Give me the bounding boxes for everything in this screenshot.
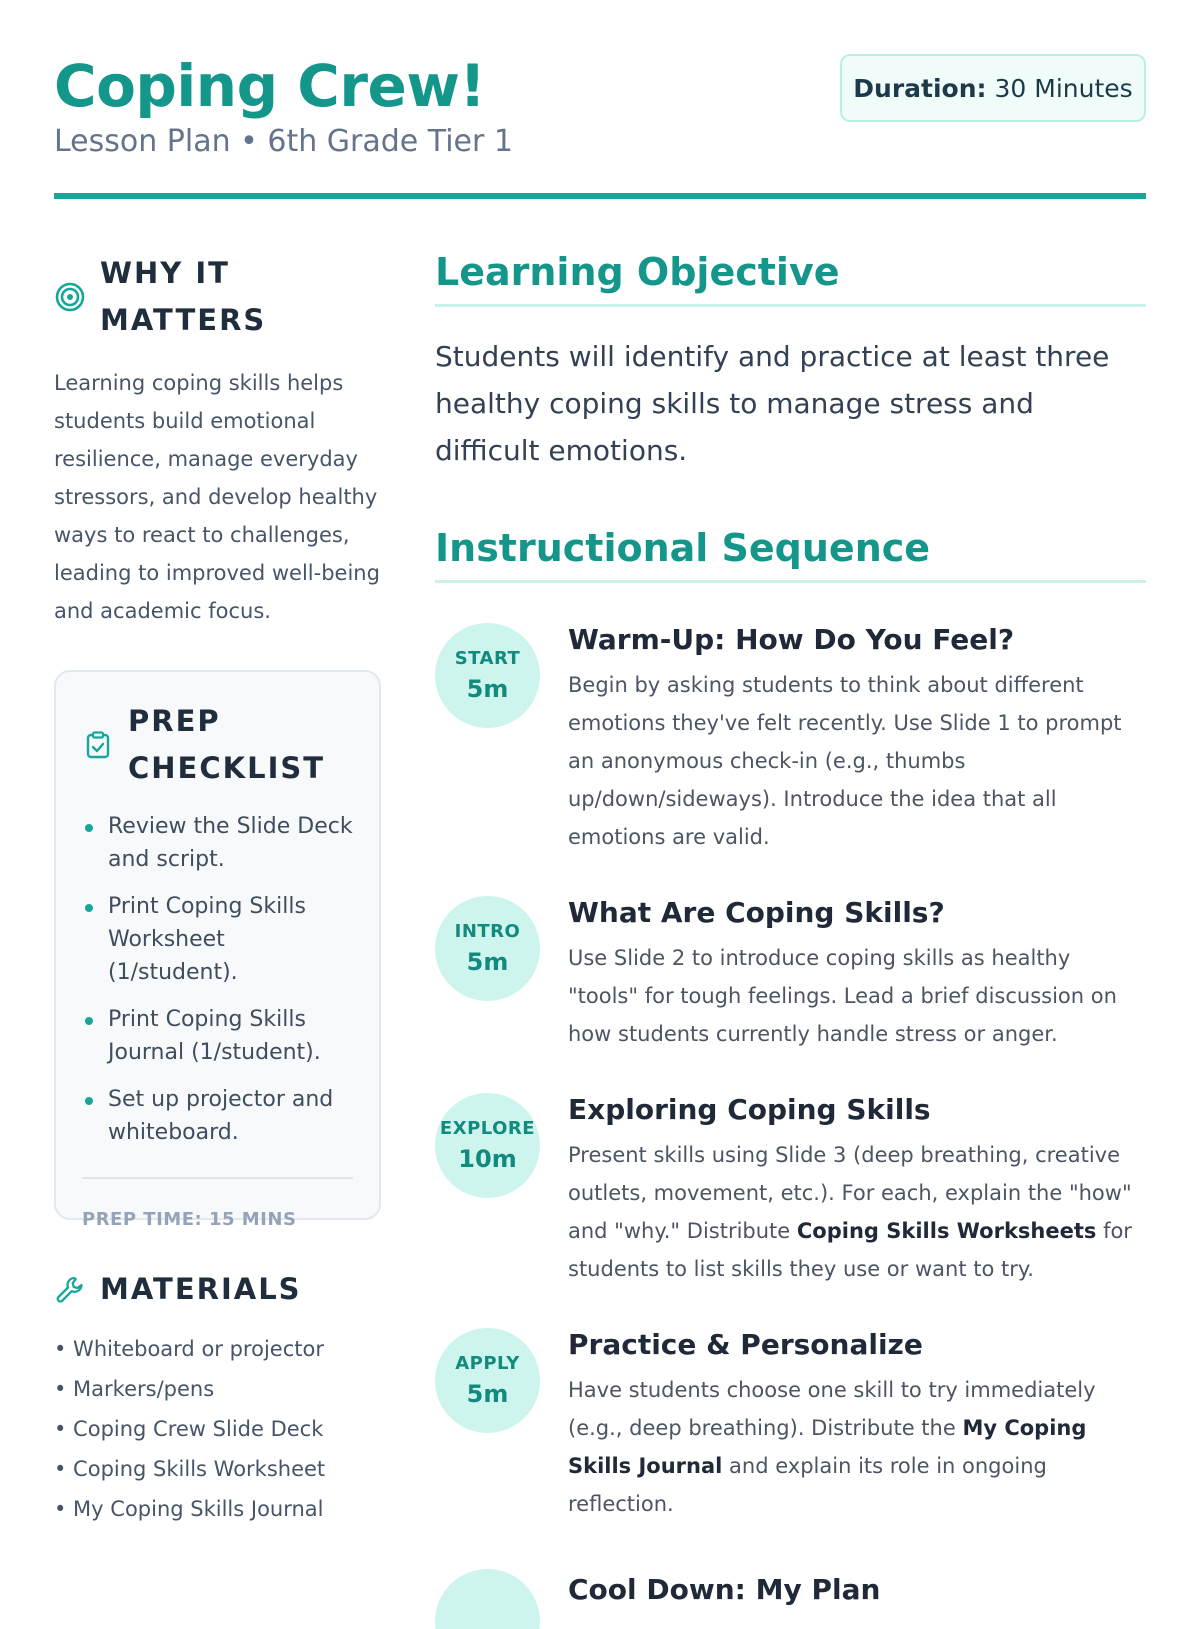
step-title: Cool Down: My Plan [568, 1573, 881, 1606]
step-phase-label: START [454, 648, 521, 669]
why-heading: WHY IT MATTERS [100, 256, 267, 337]
step-phase-label: INTRO [454, 921, 521, 942]
step-title: Practice & Personalize [568, 1328, 923, 1361]
prep-time: PREP TIME: 15 MINS [82, 1209, 297, 1230]
lesson-plan-page [54, 0, 1146, 1606]
page-title: Coping Crew! [54, 52, 486, 120]
step-text-part: Present skills using Slide 3 (deep breathing, creative outlets, movement, etc.). For each, explain the "how" and "why." Distribute [568, 1143, 1132, 1243]
materials-item: • Whiteboard or projector [54, 1337, 324, 1361]
step-time-badge [435, 1093, 540, 1198]
sequence-heading: Instructional Sequence [435, 526, 1146, 583]
prep-item: Set up projector and whiteboard. [82, 1083, 353, 1149]
duration-label: Duration: [853, 73, 987, 103]
materials-list [54, 1329, 381, 1529]
materials-heading: MATERIALS [100, 1272, 302, 1306]
step-time-badge [435, 1328, 540, 1433]
prep-heading-row [82, 698, 353, 792]
step-phase-label: EXPLORE [439, 1118, 536, 1139]
step-text-part: and explain its role in ongoing reflection. [568, 1454, 1047, 1516]
why-heading-row [54, 250, 381, 344]
step-text-part: for students to list skills they use or want to try. [568, 1219, 1132, 1281]
step-description [568, 1136, 1146, 1288]
duration-badge [840, 54, 1146, 122]
target-icon [54, 282, 86, 312]
clipboard-check-icon [82, 731, 114, 759]
prep-item: Print Coping Skills Journal (1/student). [82, 1003, 353, 1069]
prep-divider [82, 1177, 353, 1179]
prep-list [82, 810, 353, 1149]
prep-checklist-card [54, 670, 381, 1230]
page-subtitle: Lesson Plan • 6th Grade Tier 1 [54, 124, 513, 159]
why-text: Learning coping skills helps students build emotional resilience, manage everyday stressors, and develop healthy ways to react to challenges, leading to improved well-being and academic focus. [54, 371, 380, 623]
duration-value: 30 Minutes [994, 73, 1133, 103]
step-duration: 5m [466, 1380, 509, 1408]
materials-heading-row [54, 1266, 381, 1313]
step-time-badge [435, 1569, 540, 1629]
objective-heading: Learning Objective [435, 250, 1146, 307]
materials-item: • Coping Skills Worksheet [54, 1457, 326, 1481]
sequence-step-cooldown [435, 1569, 1146, 1629]
objective-text: Students will identify and practice at least three healthy coping skills to manage stress and difficult emotions. [435, 340, 1110, 467]
step-description [568, 1371, 1146, 1523]
step-title: What Are Coping Skills? [568, 896, 945, 929]
materials-item: • Coping Crew Slide Deck [54, 1417, 324, 1441]
step-time-badge [435, 896, 540, 1001]
step-text-part: Have students choose one skill to try immediately (e.g., deep breathing). Distribute the [568, 1378, 1096, 1440]
prep-heading: PREP CHECKLIST [128, 704, 326, 785]
prep-item: Print Coping Skills Worksheet (1/student). [82, 890, 353, 989]
sequence-step-intro [435, 896, 1146, 1053]
wrench-icon [54, 1275, 86, 1305]
right-column [435, 250, 1146, 1629]
sequence-step-start [435, 623, 1146, 856]
materials-section [54, 1266, 381, 1529]
step-duration: 5m [466, 675, 509, 703]
step-description: Begin by asking students to think about different emotions they've felt recently. Use Slide 1 to prompt an anonymous check-in (e.g., thumbs up/down/sideways). Introduce the idea that all emotions are valid. [568, 673, 1122, 849]
step-duration: 5m [466, 948, 509, 976]
left-column [54, 250, 381, 1529]
header-divider [54, 193, 1146, 199]
materials-item: • My Coping Skills Journal [54, 1497, 324, 1521]
sequence-step-explore [435, 1093, 1146, 1288]
step-phase-label: APPLY [455, 1353, 520, 1374]
prep-item: Review the Slide Deck and script. [82, 810, 353, 876]
sequence-step-apply [435, 1328, 1146, 1523]
step-description: Use Slide 2 to introduce coping skills as healthy "tools" for tough feelings. Lead a brief discussion on how students currently handle stress or anger. [568, 946, 1117, 1046]
materials-item: • Markers/pens [54, 1377, 215, 1401]
step-text-emphasis: My Coping Skills Journal [568, 1416, 1087, 1478]
step-title: Warm-Up: How Do You Feel? [568, 623, 1015, 656]
step-duration: 10m [458, 1145, 517, 1173]
step-time-badge [435, 623, 540, 728]
step-text-emphasis: Coping Skills Worksheets [796, 1219, 1097, 1243]
step-title: Exploring Coping Skills [568, 1093, 931, 1126]
